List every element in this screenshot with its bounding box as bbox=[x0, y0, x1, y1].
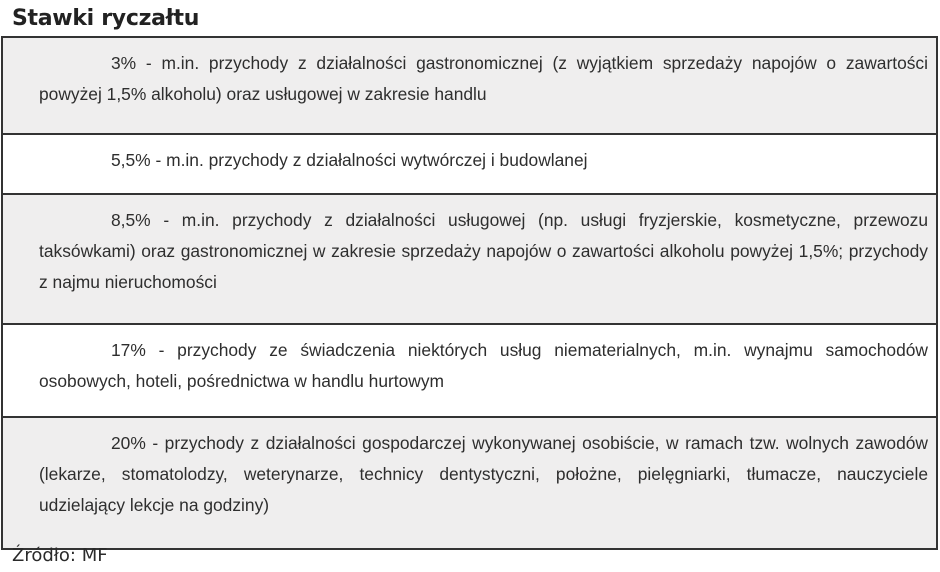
rate-description: 5,5% - m.in. przychody z działalności wytwórczej i budowlanej bbox=[111, 150, 588, 170]
rate-description: 17% - przychody ze świadczenia niektórych usług niematerialnych, m.in. wynajmu samochodów osobowych, hoteli, pośrednictwa w handlu hurtowym bbox=[39, 340, 928, 391]
table-cell bbox=[2, 417, 937, 549]
table-cell bbox=[2, 194, 937, 324]
source-caption: Źródło: MF bbox=[12, 545, 108, 566]
table-row-rate-8-5 bbox=[2, 194, 937, 324]
rate-description: 8,5% - m.in. przychody z działalności usługowej (np. usługi fryzjerskie, kosmetyczne, przewozu taksówkami) oraz gastronomicznej w zakresie sprzedaży napojów o zawartości alkoholu powyżej 1,5%; przychody z najmu nieruchomości bbox=[39, 210, 928, 292]
rate-description: 3% - m.in. przychody z działalności gastronomicznej (z wyjątkiem sprzedaży napojów o zawartości powyżej 1,5% alkoholu) oraz usługowej w zakresie handlu bbox=[39, 53, 928, 104]
table-row-rate-20 bbox=[2, 417, 937, 549]
table-cell bbox=[2, 37, 937, 134]
table-cell bbox=[2, 134, 937, 194]
flat-rate-table bbox=[1, 36, 938, 550]
table-row-rate-17 bbox=[2, 324, 937, 417]
table-row-rate-3 bbox=[2, 37, 937, 134]
rate-description: 20% - przychody z działalności gospodarczej wykonywanej osobiście, w ramach tzw. wolnych zawodów (lekarze, stomatolodzy, weterynarze, technicy dentystyczni, położne, pielęgniarki, tłumacze, nauczyciele udzielający lekcje na godziny) bbox=[39, 433, 928, 515]
page-title: Stawki ryczałtu bbox=[12, 6, 200, 31]
table-cell bbox=[2, 324, 937, 417]
table-row-rate-5-5 bbox=[2, 134, 937, 194]
